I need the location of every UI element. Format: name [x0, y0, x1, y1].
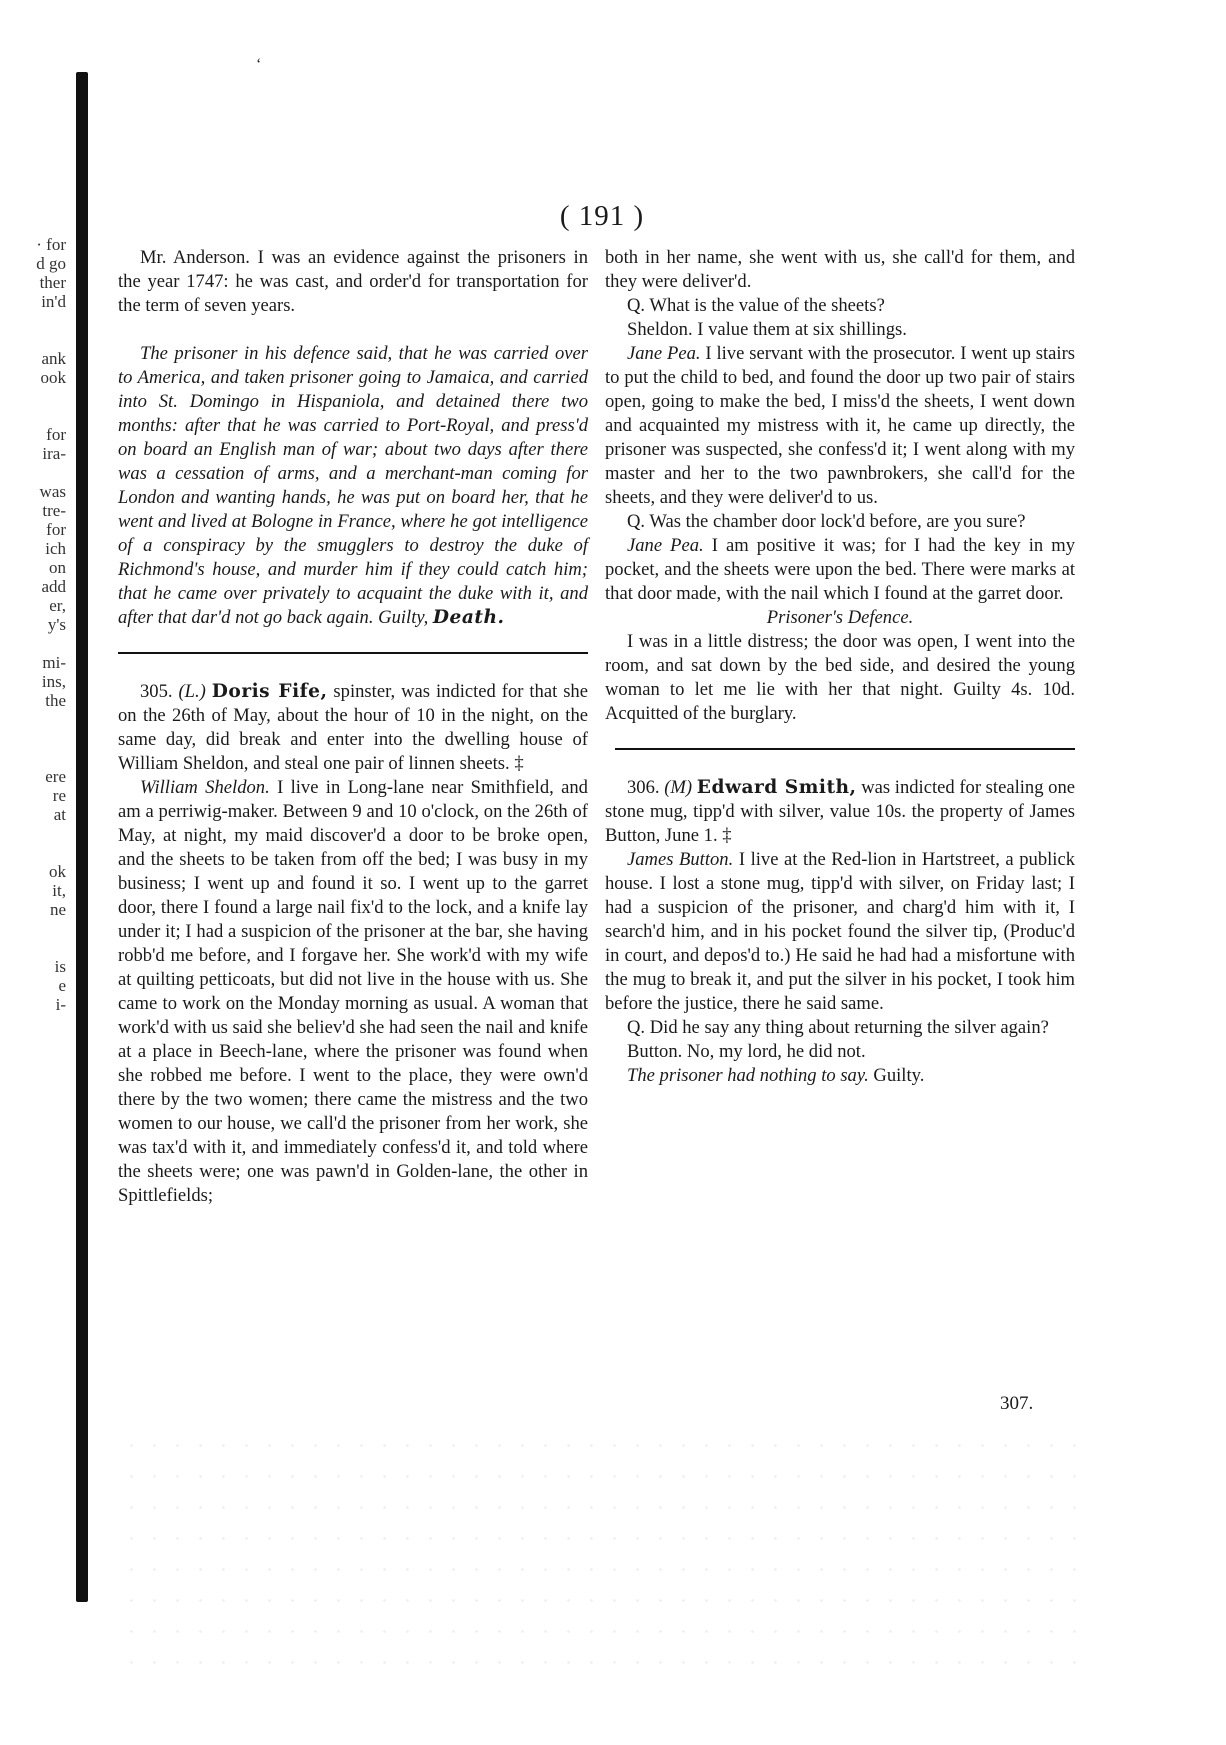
- prisoners-defence-text: I was in a little distress; the door was open, I went into the room, and sat down by the bed side, and desired the young woman to let me lie with her that night. Guilty 4s. 10d. Acquitted of the burglary.: [605, 631, 1075, 724]
- bleed-fragment: at: [53, 805, 66, 824]
- bleed-fragment: tre-: [42, 501, 66, 520]
- bleed-fragment: i-: [55, 995, 66, 1014]
- bleed-fragment: · for: [36, 235, 66, 254]
- section-divider: [118, 652, 588, 654]
- bleed-fragment: in'd: [41, 292, 66, 311]
- defendant-name: Edward Smith,: [696, 777, 857, 798]
- anderson-testimony: Mr. Anderson. I was an evidence against the prisoners in the year 1747: he was cast, and order'd for transportation for the term of seven years.: [118, 247, 588, 316]
- bleed-fragment: is: [54, 957, 66, 976]
- bleed-fragment: add: [41, 577, 66, 596]
- bleed-fragment: [0, 634, 66, 653]
- bleed-fragment: mi-: [42, 653, 66, 672]
- verdict-death: Death.: [432, 607, 505, 628]
- bleed-fragment: d go: [36, 254, 66, 273]
- case-306-indictment: 306. (M) Edward Smith, was indicted for stealing one stone mug, tipp'd with silver, value 10s. the property of James Button, June 1. ‡: [605, 777, 1076, 846]
- bleed-fragment: [0, 843, 66, 862]
- bleed-fragment: [0, 311, 66, 330]
- bleed-fragment: ne: [49, 900, 66, 919]
- bleed-fragment: [0, 406, 66, 425]
- left-column: [118, 246, 588, 1208]
- bleed-fragment: [0, 1033, 66, 1052]
- defendant-name: Doris Fife,: [211, 681, 328, 702]
- page-number: ( 191 ): [559, 200, 645, 232]
- bleed-fragment: ins,: [41, 672, 66, 691]
- bleed-fragment: [0, 729, 66, 748]
- bleed-fragment: ira-: [42, 444, 66, 463]
- question-returning: Q. Did he say any thing about returning the silver again?: [627, 1017, 1049, 1038]
- question-door: Q. Was the chamber door lock'd before, are you sure?: [627, 511, 1026, 532]
- button-testimony: James Button. I live at the Red-lion in Hartstreet, a publick house. I lost a stone mug, tipp'd with silver, on Friday last; I had a suspicion of the prisoner, and charg'd him with it, I search'd him, and in his pocket found the silver tip, (Produc'd in court, and depos'd to.) He said he had had a misfortune with the mug to break it, and put the silver in his pocket, I took him before the justice, there he said same.: [605, 849, 1076, 1014]
- top-mark: ʻ: [256, 56, 262, 73]
- final-verdict: The prisoner had nothing to say. Guilty.: [627, 1065, 925, 1086]
- bleed-fragment: ank: [41, 349, 66, 368]
- bleed-fragment: [0, 330, 66, 349]
- answer-returning: Button. No, my lord, he did not.: [627, 1041, 866, 1062]
- right-column: [605, 246, 1075, 1088]
- catchword: 307.: [1000, 1393, 1034, 1414]
- bleed-fragment: the: [45, 691, 66, 710]
- answer-value: Sheldon. I value them at six shillings.: [627, 319, 907, 340]
- bleed-fragment: [0, 1014, 66, 1033]
- bleed-fragment: [0, 938, 66, 957]
- binding-gutter-shadow: [76, 72, 88, 1602]
- answer-door: Jane Pea. I am positive it was; for I had the key in my pocket, and the sheets were upon the bed. There were marks at that door made, with the nail which I found at the garret door.: [605, 535, 1075, 604]
- bleed-fragment: [0, 824, 66, 843]
- bleed-fragment: [0, 387, 66, 406]
- bleed-fragment: for: [46, 520, 66, 539]
- paper-noise: [120, 1430, 1080, 1670]
- bleed-fragment: for: [46, 425, 66, 444]
- bleed-fragment: re: [52, 786, 66, 805]
- sheldon-testimony: William Sheldon. I live in Long-lane near Smithfield, and am a perriwig-maker. Between 9 and 10 o'clock, on the 26th of May, at night, my maid discover'd a door to be broke open, and the sheets to be taken from off the bed; I was busy in my business; I went up and found it so. I went up to the garret door, there I found a large nail fix'd to the lock, and a knife lay under it; I had a suspicion of the prisoner at the bar, she having robb'd me before, and I forgave her. She work'd with my wife at quilting petticoats, but did not live in the house with us. She came to work on the Monday morning as usual. A woman that work'd with us said she believ'd she had seen the nail and knife at a place in Beech-lane, where the prisoner was found when she robbed me before. I went to the place, they were own'd there by the two women; there came the mistress and the two women to our house, we call'd the prisoner from her work, she was tax'd with it, and immediately confess'd it, and told where the sheets were; one was pawn'd in Golden-lane, the other in Spittlefields;: [118, 777, 588, 1206]
- prisoner-defence-305: The prisoner in his defence said, that he was carried over to America, and taken prisoner going to Jamaica, and carried into St. Domingo in Hispaniola, and detained there two months: after that he was carried to Port-Royal, and press'd on board an English man of war; about two days after there was a cessation of arms, and a merchant-man coming for London and wanting hands, he was put on board her, that he went and lived at Bologne in France, where he got intelligence of a conspiracy by the smugglers to destroy the duke of Richmond's house, and murder him if they could catch him; that he came over privately to acquaint the duke with it, and after that dar'd not go back again. Guilty, Death.: [118, 343, 588, 628]
- prisoners-defence-heading: Prisoner's Defence.: [766, 607, 914, 628]
- continued-testimony: both in her name, she went with us, she call'd for them, and they were deliver'd.: [605, 247, 1075, 292]
- bleed-fragment: ok: [49, 862, 66, 881]
- bleed-fragment: [0, 463, 66, 482]
- bleed-fragment: er,: [49, 596, 66, 615]
- bleed-fragment: [0, 748, 66, 767]
- jane-pea-testimony: Jane Pea. I live servant with the prosecutor. I went up stairs to put the child to bed, and found the door up two pair of stairs open, going to make the bed, I miss'd the sheets, I went down and acquainted my mistress with it, he came up directly, the prisoner was suspected, she confess'd it; I went along with my master and her to the two pawnbrokers, she call'd for the sheets, and they were deliver'd to us.: [605, 343, 1076, 508]
- bleed-fragment: [0, 919, 66, 938]
- bleed-fragment: e: [58, 976, 66, 995]
- bleed-fragment: ther: [39, 273, 66, 292]
- bleed-fragment: ere: [45, 767, 66, 786]
- case-305-indictment: 305. (L.) Doris Fife, spinster, was indicted for that she on the 26th of May, about the hour of 10 in the night, on the same day, did break and enter into the dwelling house of William Sheldon, and steal one pair of linnen sheets. ‡: [118, 681, 588, 774]
- bleed-fragment: ook: [40, 368, 66, 387]
- bleed-fragment: it,: [52, 881, 66, 900]
- bleed-fragment: y's: [47, 615, 66, 634]
- bleed-fragment: was: [39, 482, 66, 501]
- bleed-fragment: [0, 710, 66, 729]
- bleed-fragment: ich: [45, 539, 66, 558]
- section-divider: [615, 748, 1075, 750]
- bleed-fragment: on: [49, 558, 66, 577]
- question-value: Q. What is the value of the sheets?: [627, 295, 885, 316]
- previous-page-bleed-through: [0, 235, 66, 1052]
